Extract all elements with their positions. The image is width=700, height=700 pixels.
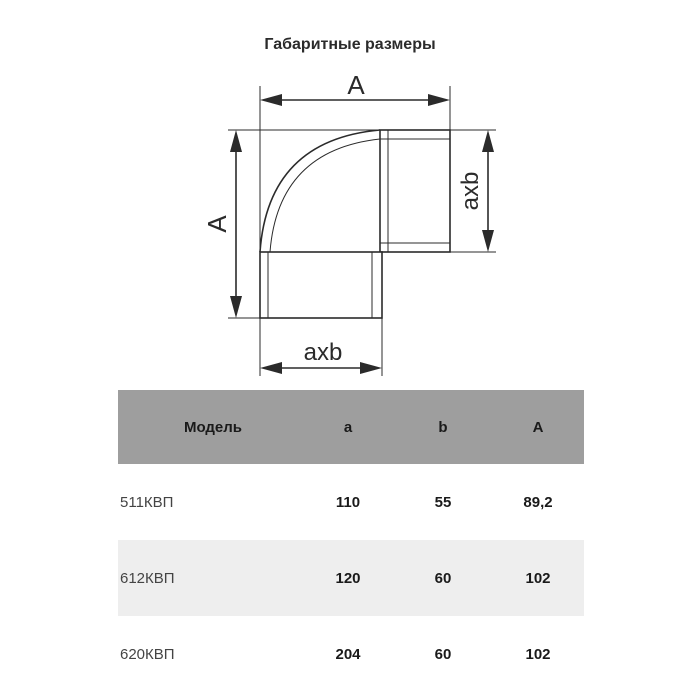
cell-model: 511КВП: [120, 493, 174, 511]
lower-socket: [260, 252, 382, 318]
header-a: a: [343, 418, 353, 436]
dimensions-table: [118, 390, 584, 692]
header-A: A: [532, 418, 544, 436]
table-row: [118, 464, 584, 540]
dimension-label-bottom: axb: [303, 339, 343, 366]
cell-b: 60: [434, 569, 452, 587]
dimension-label-right: axb: [457, 171, 484, 211]
cell-b: 55: [434, 493, 452, 511]
dimension-label-left: A: [202, 215, 232, 233]
header-b: b: [438, 418, 448, 436]
page-title: Габаритные размеры: [264, 36, 436, 53]
cell-A: 102: [525, 645, 551, 663]
dimension-label-top: A: [347, 70, 365, 100]
cell-b: 60: [434, 645, 452, 663]
table-row: [118, 616, 584, 692]
cell-A: 102: [525, 569, 551, 587]
cell-model: 620КВП: [120, 645, 175, 663]
cell-a: 110: [335, 493, 361, 511]
inner-arc: [270, 139, 380, 252]
cell-A: 89,2: [523, 493, 553, 511]
table-header-row: [118, 390, 584, 464]
cell-a: 204: [335, 645, 361, 663]
cell-a: 120: [335, 569, 361, 587]
outer-arc: [260, 130, 380, 252]
cell-model: 612КВП: [120, 569, 175, 587]
table-row: [118, 540, 584, 616]
header-model: Модель: [183, 418, 243, 436]
upper-socket: [380, 130, 450, 252]
